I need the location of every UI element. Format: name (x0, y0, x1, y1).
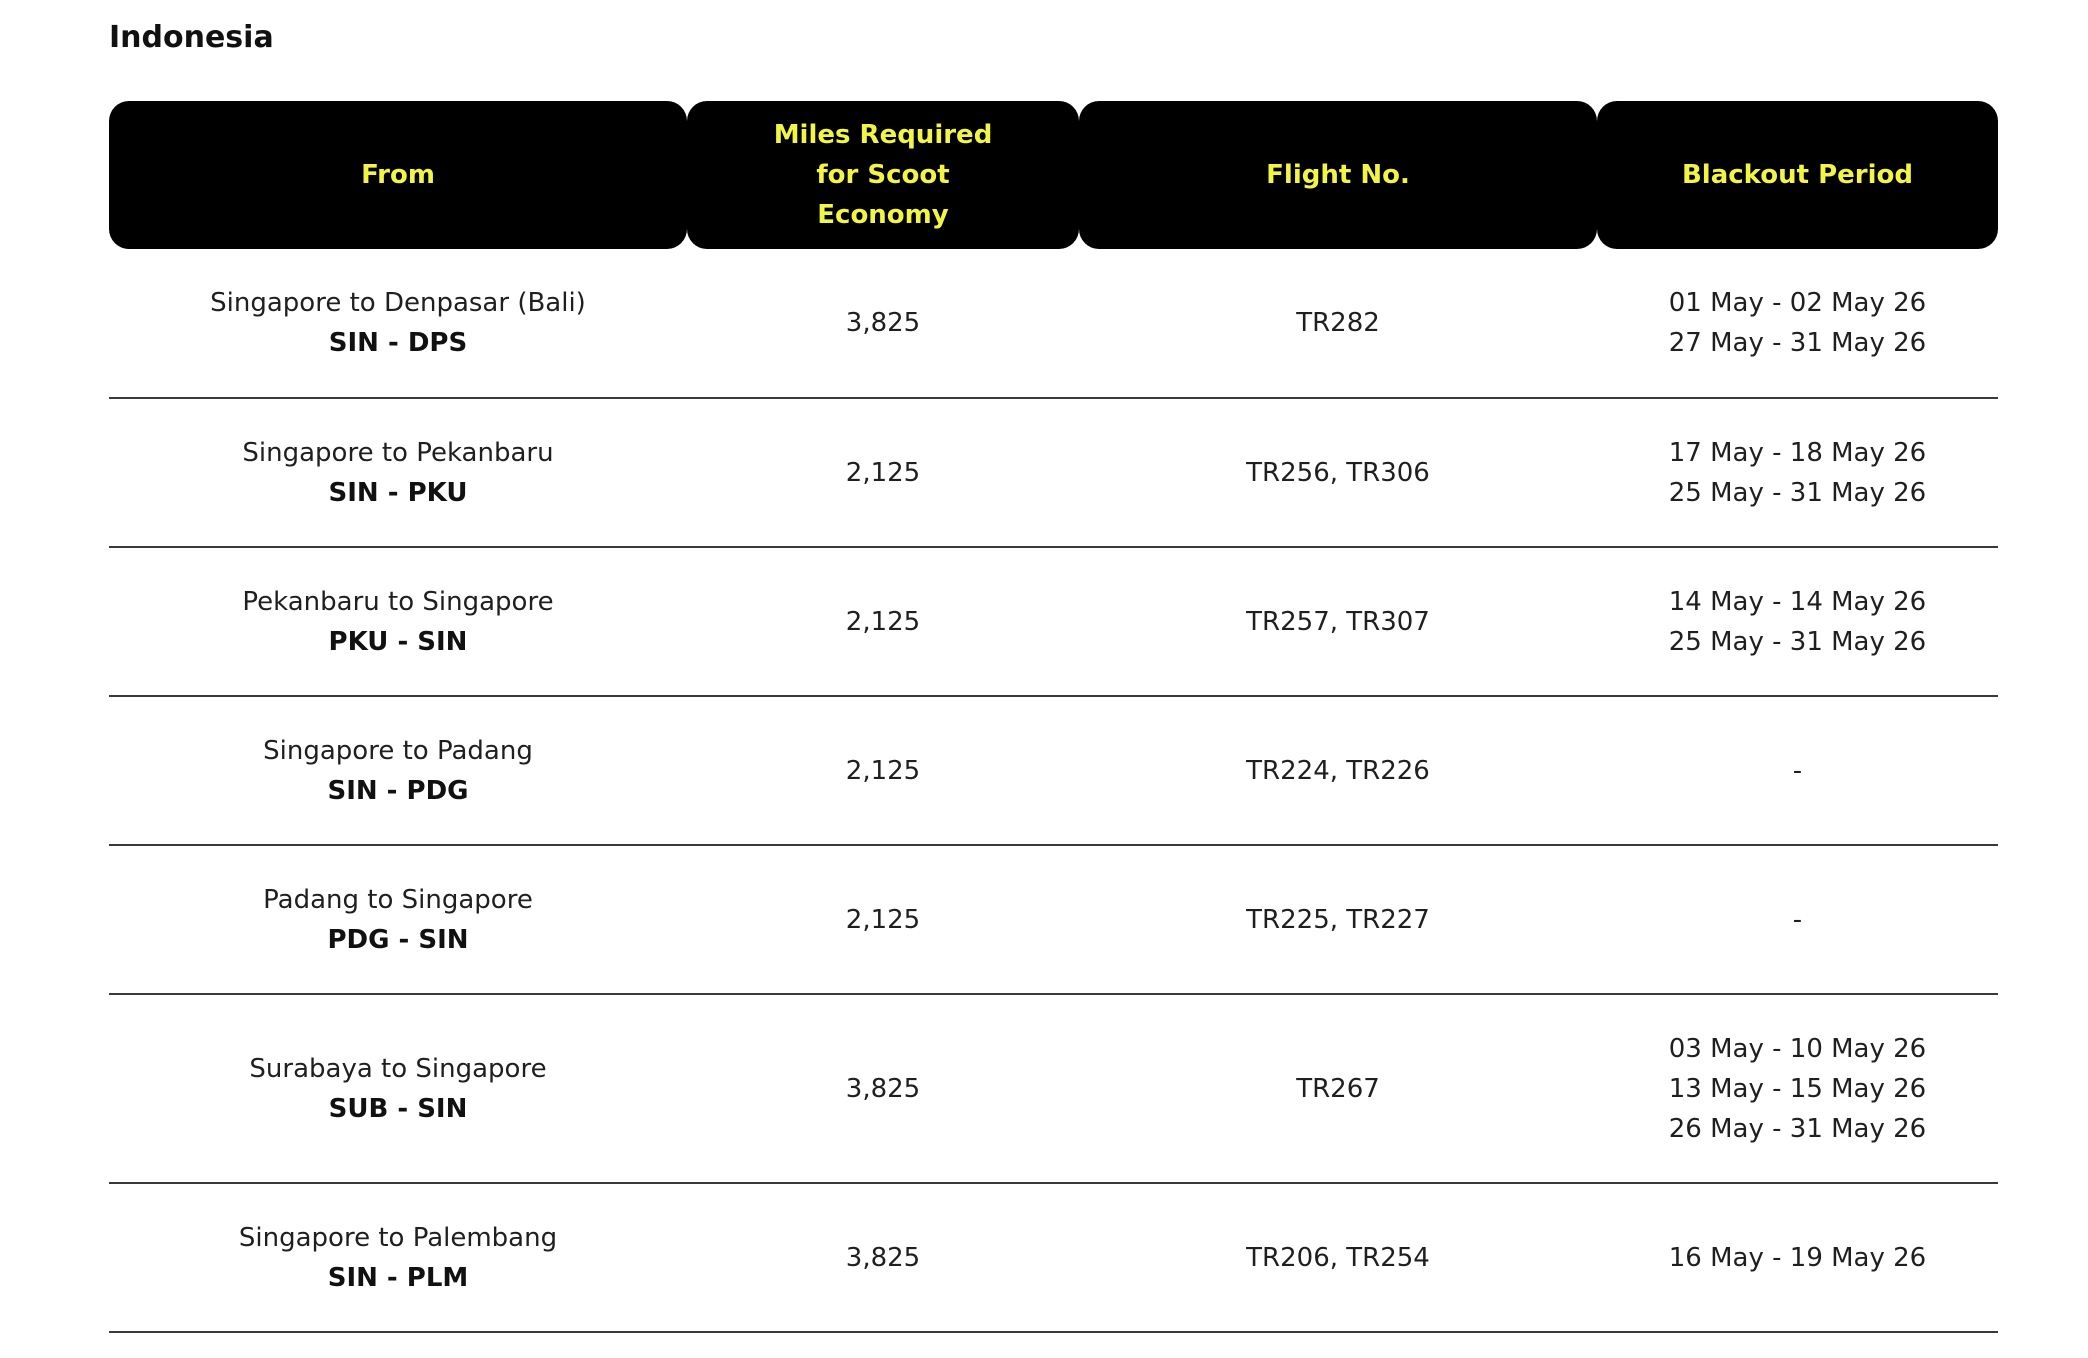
blackout-period: 25 May - 31 May 26 (1668, 477, 1927, 508)
miles-cell: 2,125 (845, 904, 921, 935)
header-blackout: Blackout Period (1597, 101, 1998, 249)
blackout-cell (1597, 399, 1998, 546)
miles-cell: 3,825 (845, 1242, 921, 1273)
flight-cell: TR256, TR306 (1246, 457, 1430, 488)
table-row (109, 399, 1998, 548)
blackout-cell (1597, 548, 1998, 695)
miles-cell: 2,125 (845, 755, 921, 786)
table-row (109, 995, 1998, 1184)
flight-cell: TR257, TR307 (1246, 606, 1430, 637)
route-code: SIN - PLM (327, 1262, 469, 1293)
blackout-cell (1597, 1184, 1998, 1331)
table-row (109, 846, 1998, 995)
blackout-period: 03 May - 10 May 26 (1668, 1033, 1927, 1064)
table-row (109, 548, 1998, 697)
route-cell (109, 1184, 687, 1331)
route-cell (109, 399, 687, 546)
header-miles-label: Miles Required for Scoot Economy (773, 120, 993, 230)
route-cell (109, 995, 687, 1182)
route-name: Pekanbaru to Singapore (242, 586, 554, 617)
blackout-period: 27 May - 31 May 26 (1668, 328, 1927, 358)
header-miles (687, 101, 1079, 249)
route-cell (109, 249, 687, 397)
section-title: Indonesia (109, 20, 274, 55)
route-name: Singapore to Pekanbaru (242, 437, 554, 468)
miles-cell: 3,825 (845, 308, 921, 338)
route-name: Singapore to Padang (263, 735, 533, 766)
route-name: Singapore to Palembang (238, 1222, 558, 1253)
route-name: Surabaya to Singapore (249, 1053, 547, 1084)
route-code: PKU - SIN (328, 626, 468, 657)
table-row (109, 697, 1998, 846)
blackout-cell (1597, 846, 1998, 993)
route-cell (109, 697, 687, 844)
blackout-period: - (1792, 755, 1803, 786)
blackout-period: 26 May - 31 May 26 (1668, 1113, 1927, 1144)
flight-cell: TR267 (1296, 1073, 1380, 1104)
header-from: From (109, 101, 687, 249)
route-code: SUB - SIN (328, 1093, 468, 1124)
route-cell (109, 846, 687, 993)
header-flight: Flight No. (1079, 101, 1597, 249)
flight-cell: TR206, TR254 (1246, 1242, 1430, 1273)
miles-cell: 3,825 (845, 1073, 921, 1104)
route-code: SIN - PDG (327, 775, 469, 806)
flight-cell: TR224, TR226 (1246, 755, 1430, 786)
table-header (109, 101, 1998, 249)
route-cell (109, 548, 687, 695)
route-code: SIN - DPS (328, 328, 468, 358)
blackout-period: 17 May - 18 May 26 (1668, 437, 1927, 468)
blackout-period: 16 May - 19 May 26 (1668, 1242, 1927, 1273)
blackout-period: 25 May - 31 May 26 (1668, 626, 1927, 657)
route-name: Padang to Singapore (263, 884, 533, 915)
blackout-period: 13 May - 15 May 26 (1668, 1073, 1927, 1104)
table-row (109, 1184, 1998, 1333)
route-code: SIN - PKU (328, 477, 468, 508)
table-body (109, 249, 1998, 1333)
route-name: Singapore to Denpasar (Bali) (210, 288, 586, 318)
table-row (109, 249, 1998, 399)
blackout-period: 14 May - 14 May 26 (1668, 586, 1927, 617)
blackout-cell (1597, 995, 1998, 1182)
route-code: PDG - SIN (327, 924, 469, 955)
blackout-period: - (1792, 904, 1803, 935)
flight-cell: TR225, TR227 (1246, 904, 1430, 935)
miles-cell: 2,125 (845, 606, 921, 637)
blackout-cell (1597, 697, 1998, 844)
flight-cell: TR282 (1296, 308, 1380, 338)
blackout-period: 01 May - 02 May 26 (1668, 288, 1927, 318)
blackout-cell (1597, 249, 1998, 397)
miles-cell: 2,125 (845, 457, 921, 488)
